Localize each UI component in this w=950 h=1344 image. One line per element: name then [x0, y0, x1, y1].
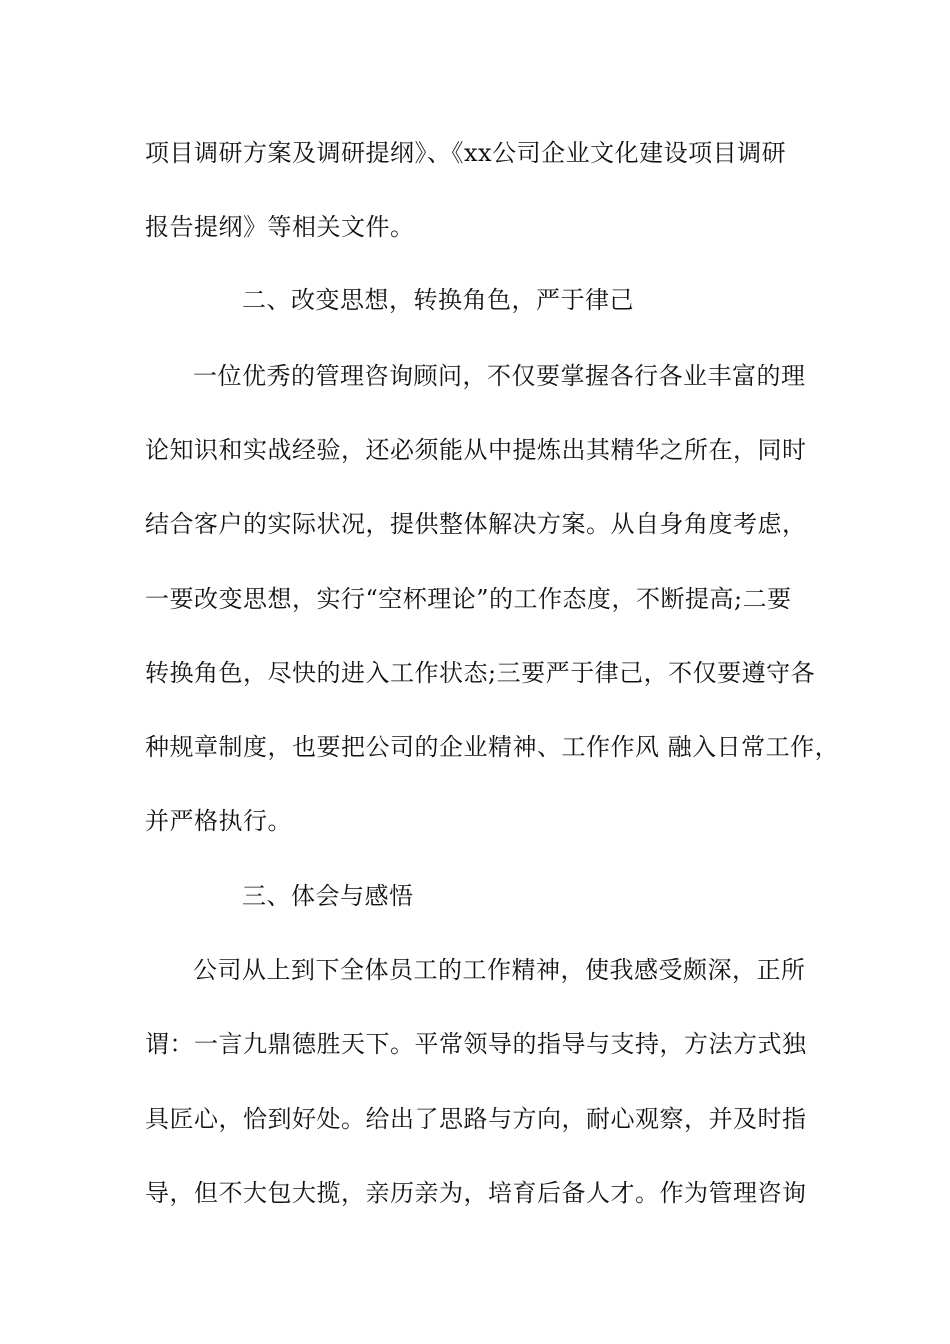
- body-text-line: 报告提纲》等相关文件。: [145, 213, 415, 241]
- body-text-line: 公司从上到下全体员工的工作精神，使我感受颇深，正所: [193, 956, 806, 984]
- body-text-line: 一位优秀的管理咨询顾问，不仅要掌握各行各业丰富的理: [193, 362, 806, 390]
- body-text-line: 种规章制度，也要把公司的企业精神、工作作风 融入日常工作，: [145, 733, 840, 761]
- body-text-line: 导，但不大包大揽，亲历亲为，培育后备人才。作为管理咨询: [145, 1179, 807, 1207]
- section-heading: 三、体会与感悟: [242, 882, 414, 910]
- body-text-line: 具匠心，恰到好处。给出了思路与方向，耐心观察，并及时指: [145, 1105, 807, 1133]
- body-text-line: 一要改变思想，实行“空杯理论”的工作态度，不断提高;二要: [145, 585, 792, 613]
- body-text-line: 并严格执行。: [145, 807, 292, 835]
- body-text-line: 项目调研方案及调研提纲》、《xx公司企业文化建设项目调研: [145, 139, 787, 167]
- body-text-line: 结合客户的实际状况，提供整体解决方案。从自身角度考虑，: [145, 510, 807, 538]
- body-text-line: 论知识和实战经验，还必须能从中提炼出其精华之所在，同时: [145, 436, 807, 464]
- section-heading: 二、改变思想，转换角色，严于律己: [242, 286, 634, 314]
- body-text-line: 谓：一言九鼎德胜天下。平常领导的指导与支持，方法方式独: [145, 1030, 807, 1058]
- body-text-line: 转换角色，尽快的进入工作状态;三要严于律己，不仅要遵守各: [145, 659, 816, 687]
